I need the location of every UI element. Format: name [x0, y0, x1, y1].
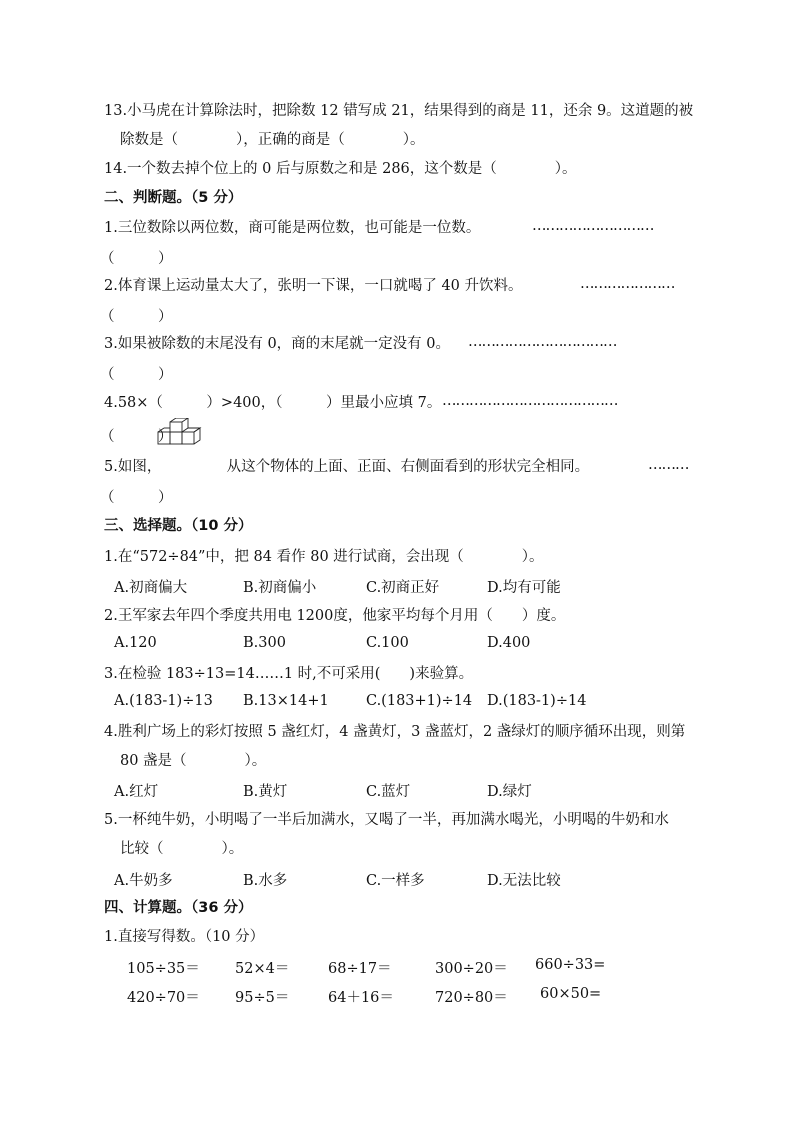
- choice-q1-option-b[interactable]: B.初商偏小: [243, 580, 317, 596]
- judge-item-1-answer[interactable]: （ ）: [100, 251, 173, 267]
- choice-q1-text: 1.在“572÷84”中，把 84 看作 80 进行试商，会出现（ ）。: [104, 549, 544, 565]
- choice-q3-text: 3.在检验 183÷13=14……1 时,不可采用( )来验算。: [104, 666, 474, 682]
- judge-item-2-text: 2.体育课上运动量太大了，张明一下课，一口就喝了 40 升饮料。: [104, 278, 523, 294]
- judge-item-5-dots: ………: [648, 457, 689, 473]
- choice-q2-option-a[interactable]: A.120: [114, 635, 157, 651]
- calc-problem: 95÷5＝: [235, 990, 290, 1006]
- choice-q2-option-d[interactable]: D.400: [487, 635, 531, 651]
- choice-q3-option-d[interactable]: D.(183-1)÷14: [487, 693, 587, 709]
- question-13-line-1: 13.小马虎在计算除法时，把除数 12 错写成 21，结果得到的商是 11，还余 9。这道题的被: [104, 103, 694, 119]
- choice-q4-option-c[interactable]: C.蓝灯: [366, 784, 411, 800]
- choice-q4-text-line-1: 4.胜利广场上的彩灯按照 5 盏红灯，4 盏黄灯，3 盏蓝灯，2 盏绿灯的顺序循环出现，则第: [104, 724, 686, 740]
- calc-problem: 660÷33=: [535, 957, 606, 973]
- choice-q4-option-d[interactable]: D.绿灯: [487, 784, 532, 800]
- choice-q3-option-a[interactable]: A.(183-1)÷13: [114, 693, 213, 709]
- choice-q2-option-b[interactable]: B.300: [243, 635, 286, 651]
- choice-q1-option-a[interactable]: A.初商偏大: [114, 580, 188, 596]
- judge-item-5-text: 5.如图， 从这个物体的上面、正面、右侧面看到的形状完全相同。: [104, 459, 590, 475]
- judge-item-5-answer[interactable]: （ ）: [100, 490, 173, 506]
- choice-q5-text-line-1: 5.一杯纯牛奶，小明喝了一半后加满水，又喝了一半，再加满水喝光，小明喝的牛奶和水: [104, 812, 669, 828]
- calc-problem: 64＋16＝: [328, 990, 394, 1006]
- calc-heading: 四、计算题。（36 分）: [104, 900, 253, 916]
- choice-q3-option-b[interactable]: B.13×14+1: [243, 693, 329, 709]
- judge-heading: 二、判断题。（5 分）: [104, 190, 243, 206]
- choice-q4-option-a[interactable]: A.红灯: [114, 784, 159, 800]
- choice-q5-text-line-2: 比较（ ）。: [120, 841, 244, 857]
- judge-item-4-answer[interactable]: （ ）: [100, 429, 173, 445]
- calc-problem: 300÷20＝: [435, 961, 508, 977]
- calc-problem: 68÷17＝: [328, 961, 392, 977]
- question-13-line-2: 除数是（ ），正确的商是（ ）。: [120, 132, 425, 148]
- judge-item-3-answer[interactable]: （ ）: [100, 367, 173, 383]
- choice-q4-option-b[interactable]: B.黄灯: [243, 784, 288, 800]
- choice-q5-option-b[interactable]: B.水多: [243, 873, 288, 889]
- judge-item-4-text: 4.58×（ ）>400，（ ）里最小应填 7。: [104, 395, 442, 411]
- calc-problem: 52×4＝: [235, 961, 290, 977]
- judge-item-2-answer[interactable]: （ ）: [100, 309, 173, 325]
- judge-item-1-dots: ………………………: [532, 218, 654, 234]
- cubes-figure-icon: [156, 418, 204, 446]
- judge-item-3-text: 3.如果被除数的末尾没有 0，商的末尾就一定没有 0。: [104, 336, 451, 352]
- choice-q4-text-line-2: 80 盏是（ ）。: [120, 753, 267, 769]
- judge-item-1-text: 1.三位数除以两位数，商可能是两位数，也可能是一位数。: [104, 220, 481, 236]
- question-14: 14.一个数去掉个位上的 0 后与原数之和是 286，这个数是（ ）。: [104, 161, 577, 177]
- judge-item-2-dots: …………………: [580, 276, 675, 292]
- choice-q1-option-c[interactable]: C.初商正好: [366, 580, 440, 596]
- calc-sub-1: 1.直接写得数。（10 分）: [104, 929, 265, 945]
- choice-q1-option-d[interactable]: D.均有可能: [487, 580, 561, 596]
- calc-problem: 105÷35＝: [127, 961, 200, 977]
- choice-q2-text: 2.王军家去年四个季度共用电 1200度，他家平均每个月用（ ）度。: [104, 608, 566, 624]
- judge-item-3-dots: ……………………………: [468, 334, 617, 350]
- calc-problem: 720÷80＝: [435, 990, 508, 1006]
- choice-q5-option-a[interactable]: A.牛奶多: [114, 873, 173, 889]
- calc-problem: 60×50=: [540, 986, 602, 1002]
- calc-problem: 420÷70＝: [127, 990, 200, 1006]
- judge-item-4-dots: …………………………………: [442, 393, 618, 409]
- choice-heading: 三、选择题。（10 分）: [104, 518, 253, 534]
- choice-q5-option-d[interactable]: D.无法比较: [487, 873, 561, 889]
- choice-q5-option-c[interactable]: C.一样多: [366, 873, 425, 889]
- choice-q3-option-c[interactable]: C.(183+1)÷14: [366, 693, 473, 709]
- choice-q2-option-c[interactable]: C.100: [366, 635, 409, 651]
